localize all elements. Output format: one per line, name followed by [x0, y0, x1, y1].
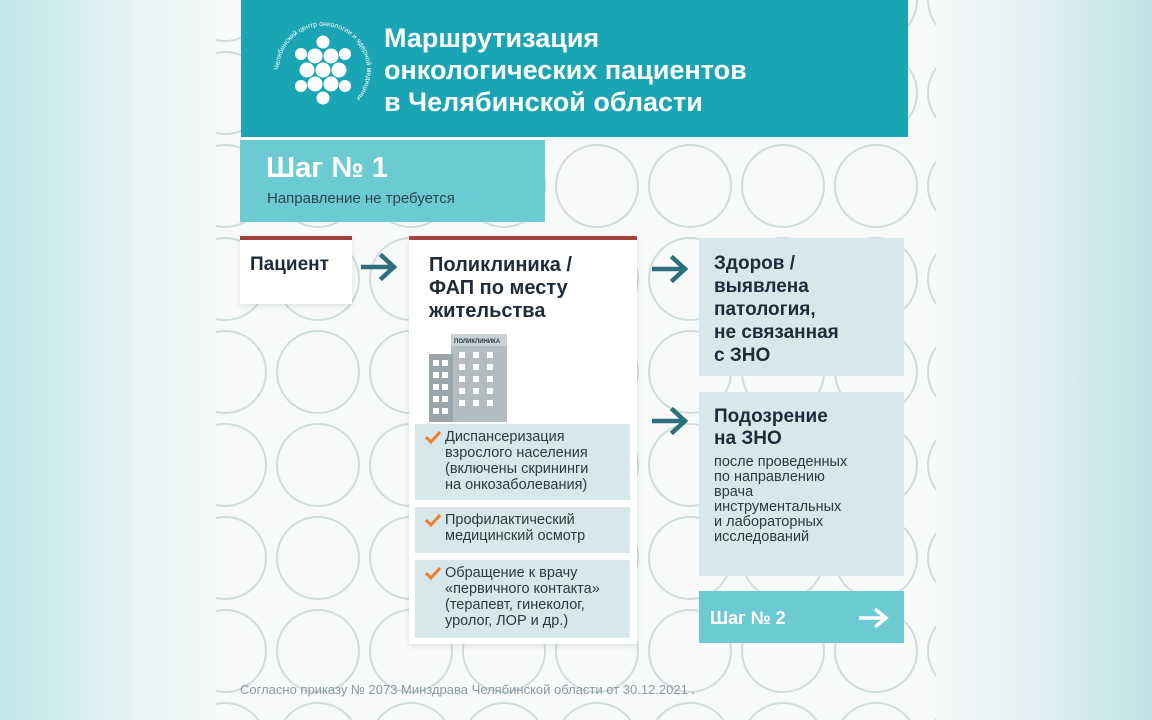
- header-banner: [241, 0, 908, 137]
- step-1-subtitle: Направление не требуется: [267, 190, 455, 207]
- polyclinic-box: [409, 236, 637, 644]
- check-icon: [425, 430, 441, 444]
- check-icon: [425, 513, 441, 527]
- step-2-button[interactable]: [699, 591, 904, 643]
- cancer-center-logo: [263, 10, 383, 130]
- list-item-text: Диспансеризация взрослого населения (включены скрининги на онкозаболевания): [445, 429, 589, 493]
- list-item: [415, 560, 630, 638]
- step-1-title: Шаг № 1: [266, 152, 388, 184]
- svg-text:Челябинский центр онкологии и: [274, 21, 373, 102]
- building-sign-text: ПОЛИКЛИНИКА: [454, 339, 501, 345]
- arrow-right-icon: [361, 252, 401, 282]
- footnote: Согласно приказу № 2073 Минздрава Челябинской области от 30.12.2021 .: [240, 682, 696, 697]
- outcome-healthy-box: [699, 238, 904, 376]
- polyclinic-title: Поликлиника / ФАП по месту жительства: [429, 254, 572, 322]
- list-item: [415, 424, 630, 500]
- outcome-healthy-text: Здоров / выявлена патология, не связанная с ЗНО: [714, 253, 839, 366]
- arrow-right-icon: [652, 254, 692, 284]
- infographic-card: [216, 0, 936, 720]
- logo-ring-text: Челябинский центр онкологии и ядерной медицины: [273, 20, 373, 102]
- outcome-suspect-box: [699, 392, 904, 576]
- patient-label: Пациент: [250, 254, 329, 275]
- list-item-text: Обращение к врачу «первичного контакта» (терапевт, гинеколог, уролог, ЛОР и др.): [445, 565, 600, 629]
- arrow-right-icon: [857, 606, 891, 630]
- arrow-right-icon: [652, 406, 692, 436]
- page-title: Маршрутизация онкологических пациентов в Челябинской области: [384, 23, 747, 117]
- step-1-banner: [240, 140, 545, 222]
- check-icon: [425, 566, 441, 580]
- outcome-suspect-subtitle: после проведенных по направлению врача инструментальных и лабораторных исследований: [714, 454, 848, 545]
- polyclinic-building-icon: [429, 334, 509, 422]
- step-2-label: Шаг № 2: [710, 608, 786, 628]
- list-item: [415, 507, 630, 553]
- outcome-suspect-title: Подозрение на ЗНО: [714, 406, 828, 449]
- patient-box: [240, 236, 352, 304]
- list-item-text: Профилактический медицинский осмотр: [445, 512, 586, 544]
